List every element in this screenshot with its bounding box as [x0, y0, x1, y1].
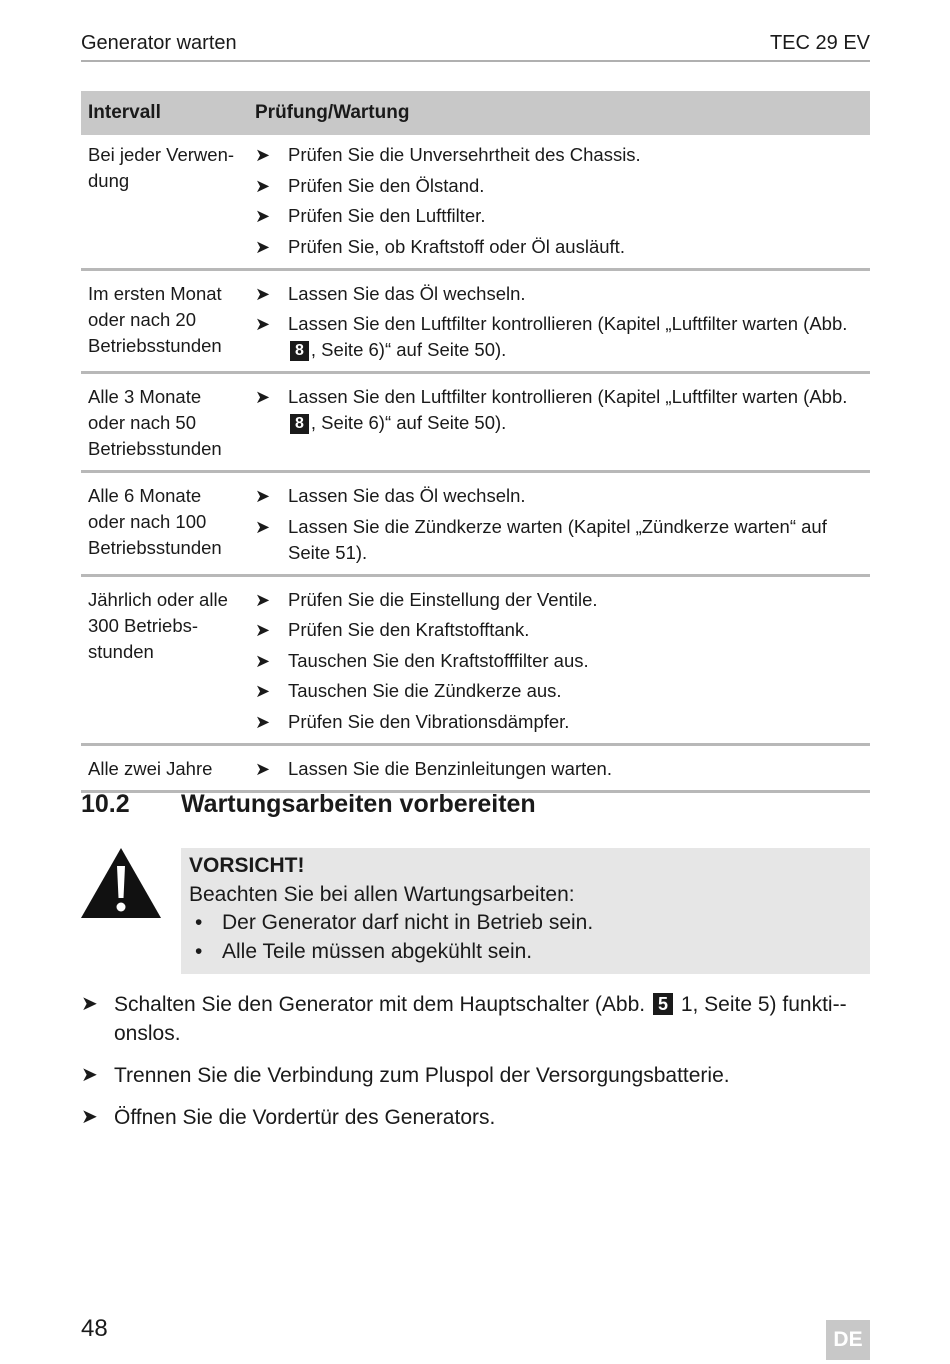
arrow-right-icon: ➤ — [255, 314, 271, 334]
arrow-right-icon: ➤ — [255, 145, 271, 165]
caution-list — [189, 909, 862, 966]
section-heading — [81, 790, 536, 819]
step-item: ➤ Prüfen Sie die Unversehrtheit des Chassis. — [255, 142, 863, 168]
step-item: ➤ Lassen Sie die Zündkerze warten (Kapitel „Zündkerze warten“ auf Seite 51). — [255, 515, 827, 563]
interval-cell: Im ersten Monat oder nach 20 Betriebsstunden — [81, 269, 248, 373]
header-model-name: TEC 29 EV — [769, 32, 870, 54]
instruction-step: ➤ Öffnen Sie die Vordertür des Generators. — [81, 1103, 870, 1132]
table-row — [81, 472, 870, 576]
arrow-right-icon: ➤ — [255, 206, 271, 226]
table-header-row — [81, 91, 870, 135]
step-list — [255, 281, 863, 364]
step-item: ➤ Prüfen Sie den Luftfilter. — [255, 203, 863, 229]
table-body — [81, 135, 870, 791]
step-item: ➤ Lassen Sie das Öl wechseln. — [255, 281, 863, 307]
check-cell — [248, 135, 870, 269]
arrow-right-icon: ➤ — [255, 486, 271, 506]
step-item: ➤ Prüfen Sie, ob Kraftstoff oder Öl ausläuft. — [255, 234, 863, 260]
step-list — [255, 587, 863, 735]
arrow-right-icon: ➤ — [255, 681, 271, 701]
step-item: ➤ Lassen Sie das Öl wechseln. — [255, 483, 863, 509]
step-item: ➤ Prüfen Sie den Vibrationsdämpfer. — [255, 709, 863, 735]
arrow-right-icon: ➤ — [255, 236, 271, 257]
step-item: ➤ Lassen Sie die Benzinleitungen warten. — [255, 756, 863, 782]
section-title: Wartungsarbeiten vorbereiten — [181, 790, 536, 818]
caution-title: VORSICHT! — [189, 854, 305, 877]
header-chapter-title: Generator warten — [81, 32, 237, 54]
page-header — [81, 30, 870, 62]
arrow-right-icon: ➤ — [81, 993, 98, 1015]
check-cell — [248, 373, 870, 472]
arrow-right-icon: ➤ — [255, 283, 271, 304]
step-item: ➤ Prüfen Sie den Ölstand. — [255, 173, 863, 199]
caution-intro: Beachten Sie bei allen Wartungsarbeiten: — [189, 882, 575, 906]
instruction-step: ➤ Schalten Sie den Generator mit dem Hauptschalter (Abb. 5 1, Seite 5) funkti-onslos. — [81, 990, 870, 1048]
arrow-right-icon: ➤ — [255, 589, 271, 610]
arrow-right-icon: ➤ — [255, 758, 271, 779]
arrow-right-icon: ➤ — [255, 175, 271, 196]
step-list — [255, 142, 863, 260]
interval-cell: Jährlich oder alle 300 Betriebs- stunden — [81, 575, 248, 744]
table-row — [81, 373, 870, 472]
table-row — [81, 744, 870, 791]
warning-triangle-icon — [81, 848, 161, 918]
interval-cell: Bei jeder Verwen- dung — [81, 135, 248, 269]
interval-cell: Alle zwei Jahre — [81, 744, 248, 791]
step-item: ➤ Prüfen Sie die Einstellung der Ventile. — [255, 587, 863, 613]
table-row — [81, 575, 870, 744]
check-cell — [248, 472, 870, 576]
step-item: ➤ Tauschen Sie den Kraftstofffilter aus. — [255, 648, 863, 674]
caution-box — [181, 848, 870, 974]
interval-cell: Alle 3 Monate oder nach 50 Betriebsstunden — [81, 373, 248, 472]
step-item: ➤ Lassen Sie den Luftfilter kontrollieren (Kapitel „Luftfilter warten (Abb. 8 , Seite 6)“ auf Seite 50). — [255, 313, 848, 360]
arrow-right-icon: ➤ — [81, 1064, 98, 1086]
step-item: ➤ Lassen Sie den Luftfilter kontrollieren (Kapitel „Luftfilter warten (Abb. 8 , Seite 6)“ auf Seite 50). — [255, 386, 848, 433]
step-item: ➤ Prüfen Sie den Kraftstofftank. — [255, 617, 863, 643]
arrow-right-icon: ➤ — [255, 516, 271, 537]
maintenance-table — [81, 91, 870, 793]
arrow-right-icon: ➤ — [255, 387, 271, 407]
figure-badge: 8 — [290, 414, 309, 434]
language-badge: DE — [826, 1320, 870, 1360]
bullet-icon: • — [195, 911, 203, 934]
arrow-right-icon: ➤ — [255, 620, 271, 640]
section-number: 10.2 — [81, 790, 130, 818]
check-cell — [248, 744, 870, 791]
step-list — [255, 756, 863, 782]
step-item: ➤ Tauschen Sie die Zündkerze aus. — [255, 678, 863, 704]
column-header-interval: Intervall — [81, 91, 248, 135]
column-header-check: Prüfung/Wartung — [248, 91, 870, 135]
interval-cell: Alle 6 Monate oder nach 100 Betriebsstunden — [81, 472, 248, 576]
figure-badge: 8 — [290, 341, 309, 361]
check-cell — [248, 269, 870, 373]
arrow-right-icon: ➤ — [81, 1106, 98, 1128]
step-list — [255, 384, 863, 436]
page-number: 48 — [81, 1315, 108, 1342]
caution-item: • Alle Teile müssen abgekühlt sein. — [189, 938, 862, 967]
table-row — [81, 135, 870, 269]
instruction-step: ➤ Trennen Sie die Verbindung zum Pluspol der Versorgungsbatterie. — [81, 1061, 870, 1090]
check-cell — [248, 575, 870, 744]
arrow-right-icon: ➤ — [255, 711, 271, 732]
caution-item: • Der Generator darf nicht in Betrieb sein. — [189, 909, 862, 938]
table-row — [81, 269, 870, 373]
arrow-right-icon: ➤ — [255, 650, 271, 671]
step-list — [255, 483, 863, 566]
bullet-icon: • — [195, 939, 203, 963]
figure-badge: 5 — [653, 993, 673, 1015]
